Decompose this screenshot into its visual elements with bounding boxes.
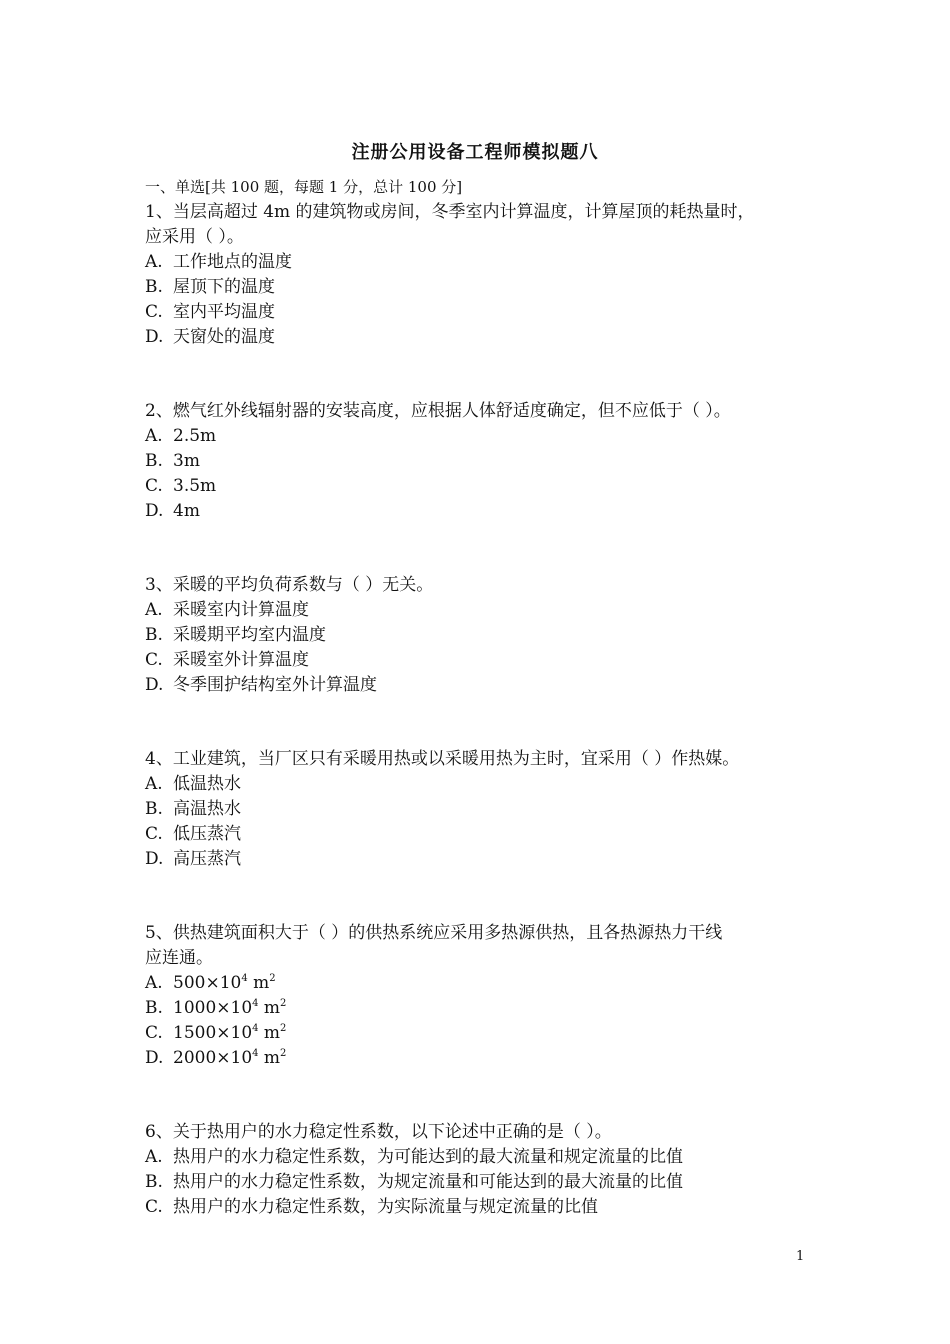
option-text: 高温热水 — [173, 799, 241, 819]
option-b — [145, 275, 825, 300]
option-value: 500×10 — [173, 973, 242, 993]
option-letter: D. — [145, 849, 164, 869]
option-d — [145, 1046, 825, 1071]
option-letter: A. — [145, 600, 163, 620]
option-text: 高压蒸汽 — [173, 849, 241, 869]
option-text: 热用户的水力稳定性系数，为实际流量与规定流量的比值 — [173, 1197, 598, 1217]
option-unit-exponent: 2 — [269, 973, 276, 984]
option-text: 低压蒸汽 — [173, 824, 241, 844]
option-text: 热用户的水力稳定性系数，为可能达到的最大流量和规定流量的比值 — [173, 1147, 683, 1167]
option-exponent: 4 — [241, 973, 248, 984]
option-unit-exponent: 2 — [280, 998, 287, 1009]
option-text: 采暖室内计算温度 — [173, 600, 309, 620]
option-c — [145, 648, 825, 673]
question-5 — [145, 921, 825, 1071]
question-stem: 5、供热建筑面积大于（ ）的供热系统应采用多热源供热，且各热源热力干线 — [145, 923, 723, 943]
question-stem: 1、当层高超过 4m 的建筑物或房间，冬季室内计算温度，计算屋顶的耗热量时， — [145, 202, 755, 222]
option-text: 热用户的水力稳定性系数，为规定流量和可能达到的最大流量的比值 — [173, 1172, 683, 1192]
option-c — [145, 1195, 825, 1220]
option-letter: B. — [145, 1172, 163, 1192]
option-a — [145, 424, 825, 449]
option-letter: C. — [145, 1023, 163, 1043]
option-letter: C. — [145, 302, 163, 322]
option-exponent: 4 — [252, 1048, 259, 1059]
option-letter: C. — [145, 1197, 163, 1217]
question-3 — [145, 573, 825, 698]
option-d — [145, 325, 825, 350]
option-letter: B. — [145, 799, 163, 819]
option-letter: A. — [145, 973, 163, 993]
option-b — [145, 623, 825, 648]
option-text: 室内平均温度 — [173, 302, 275, 322]
option-letter: D. — [145, 501, 164, 521]
option-c — [145, 822, 825, 847]
option-letter: C. — [145, 476, 163, 496]
option-letter: C. — [145, 824, 163, 844]
option-a — [145, 250, 825, 275]
option-text: 4m — [173, 501, 200, 521]
page-title: 注册公用设备工程师模拟题八 — [351, 142, 599, 163]
option-d — [145, 499, 825, 524]
option-value: 1000×10 — [173, 998, 253, 1018]
option-c — [145, 474, 825, 499]
option-b — [145, 996, 825, 1021]
option-c — [145, 300, 825, 325]
option-unit-exponent: 2 — [280, 1023, 287, 1034]
option-letter: C. — [145, 650, 163, 670]
option-b — [145, 1170, 825, 1195]
section-header: 一、单选[共 100 题，每题 1 分，总计 100 分] — [145, 178, 463, 196]
option-letter: D. — [145, 327, 164, 347]
option-text: 3m — [173, 451, 200, 471]
question-stem: 6、关于热用户的水力稳定性系数，以下论述中正确的是（ ）。 — [145, 1122, 612, 1142]
option-b — [145, 449, 825, 474]
option-text: 采暖期平均室内温度 — [173, 625, 326, 645]
option-text: 工作地点的温度 — [173, 252, 292, 272]
option-unit-exponent: 2 — [280, 1048, 287, 1059]
option-unit: m — [258, 1023, 281, 1043]
option-unit: m — [258, 1048, 281, 1068]
question-2 — [145, 399, 825, 524]
question-stem: 4、工业建筑，当厂区只有采暖用热或以采暖用热为主时，宜采用（ ）作热媒。 — [145, 749, 740, 769]
option-letter: A. — [145, 1147, 163, 1167]
page-number: 1 — [796, 1249, 805, 1264]
question-4 — [145, 747, 825, 872]
option-letter: D. — [145, 1048, 164, 1068]
option-letter: A. — [145, 426, 163, 446]
option-value: 2000×10 — [173, 1048, 253, 1068]
question-stem: 3、采暖的平均负荷系数与（ ）无关。 — [145, 575, 434, 595]
option-value: 1500×10 — [173, 1023, 253, 1043]
option-text: 屋顶下的温度 — [173, 277, 275, 297]
option-a — [145, 598, 825, 623]
option-d — [145, 673, 825, 698]
question-1 — [145, 200, 825, 350]
question-stem: 2、燃气红外线辐射器的安装高度，应根据人体舒适度确定，但不应低于（ ）。 — [145, 401, 731, 421]
option-c — [145, 1021, 825, 1046]
option-letter: B. — [145, 998, 163, 1018]
option-letter: B. — [145, 451, 163, 471]
option-exponent: 4 — [252, 1023, 259, 1034]
option-unit: m — [258, 998, 281, 1018]
option-unit: m — [247, 973, 270, 993]
option-text: 采暖室外计算温度 — [173, 650, 309, 670]
option-exponent: 4 — [252, 998, 259, 1009]
option-text: 3.5m — [173, 476, 217, 496]
question-6 — [145, 1120, 825, 1220]
option-b — [145, 797, 825, 822]
option-d — [145, 847, 825, 872]
option-a — [145, 1145, 825, 1170]
option-letter: A. — [145, 252, 163, 272]
option-a — [145, 971, 825, 996]
option-text: 2.5m — [173, 426, 217, 446]
question-stem-continued: 应连通。 — [145, 948, 213, 968]
option-letter: A. — [145, 774, 163, 794]
option-letter: D. — [145, 675, 164, 695]
option-letter: B. — [145, 625, 163, 645]
option-letter: B. — [145, 277, 163, 297]
option-text: 天窗处的温度 — [173, 327, 275, 347]
option-text: 低温热水 — [173, 774, 241, 794]
question-stem-continued: 应采用（ ）。 — [145, 227, 244, 247]
option-a — [145, 772, 825, 797]
option-text: 冬季围护结构室外计算温度 — [173, 675, 377, 695]
